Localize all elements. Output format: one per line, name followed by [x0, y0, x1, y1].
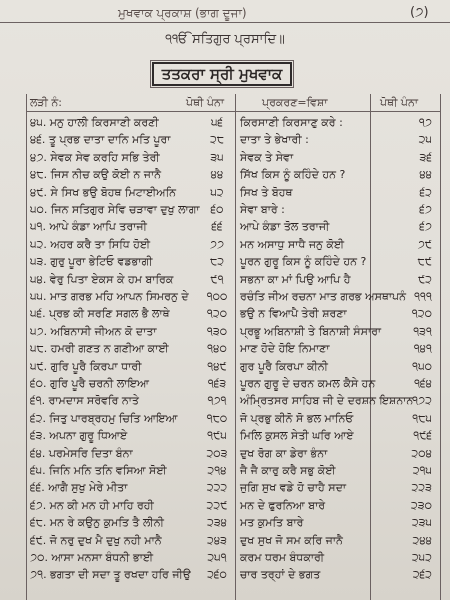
entry-topic: ਪੂਰਨ ਗੁਰੂ ਕਿਸ ਨੂੰ ਕਹਿੰਦੇ ਹਨ ?: [240, 255, 367, 269]
entry-page-right: ੯੨: [417, 272, 432, 286]
entry-topic: ਦੁਖ ਰੋਗ ਕਾ ਡੇਰਾ ਭੰਨਾ: [240, 446, 328, 460]
entry-page-right: ੭੯: [417, 237, 432, 251]
entry-page-right: ੧੮੫: [412, 411, 432, 425]
entry-page-left: ੧੮੦: [206, 411, 228, 425]
entry-topic: ਸਭਨਾ ਕਾ ਮਾਂ ਪਿਉ ਆਪਿ ਹੈ: [240, 272, 351, 286]
entry-page-right: ੨੬੨: [412, 568, 432, 582]
entry-page-right: ੧੯੬: [413, 429, 432, 443]
header-rule: [0, 22, 450, 23]
entry-title: ੫੪. ਵੇਰੁ ਪਿਤਾ ਏਕਸ ਕੇ ਹਮ ਬਾਰਿਕ: [30, 272, 174, 286]
entry-topic: ਸੇਵਕ ਤੇ ਸੇਵਾ: [240, 150, 294, 164]
entry-page-right: ੧੭: [418, 116, 432, 129]
entry-page-right: ੨੪੪: [412, 533, 432, 547]
entry-title: ੬੪. ਪਰਮੇਸਰਿ ਦਿਤਾ ਬੰਨਾ: [30, 446, 133, 460]
entry-page-left: ੧੪੦: [207, 342, 227, 356]
header-row-rule: [26, 111, 440, 112]
entry-title: ੪੬. ਤੂ ਪ੍ਰਭ ਦਾਤਾ ਦਾਨਿ ਮਤਿ ਪੂਰਾ: [30, 133, 171, 147]
entry-page-right: ੨੫: [418, 133, 432, 147]
entry-title: ੫੩. ਗੁਰੁ ਪੂਰਾ ਭੇਟਿਓ ਵਡਭਾਗੀ: [30, 255, 153, 269]
entry-page-left: ੨੪੩: [206, 533, 228, 547]
entry-page-right: ੮੯: [417, 255, 432, 269]
entry-title: ੬੧. ਰਾਮਦਾਸ ਸਰੋਵਰਿ ਨਾਤੇ: [30, 394, 139, 408]
entry-page-left: ੧੯੫: [207, 429, 227, 443]
entry-title: ੫੯. ਗੁਰਿ ਪੂਰੈ ਕਿਰਪਾ ਧਾਰੀ: [30, 359, 142, 373]
entry-page-right: ੨੫੨: [411, 551, 432, 564]
entry-topic: ਆਪੇ ਕੰਡਾ ਤੋਲ ਤਰਾਜੀ: [240, 220, 330, 234]
column-header-serial: ਲੜੀ ਨੰ:: [30, 96, 63, 109]
entry-topic: ਸਿਖ ਤੇ ਬੋਹਥ: [240, 185, 293, 199]
entry-page-left: ੭੭: [209, 237, 225, 251]
entry-page-left: ੩੫: [210, 150, 224, 164]
entry-page-right: ੨੦੪: [411, 446, 432, 460]
entry-topic: ਕਰਮ ਧਰਮ ਬੰਧਕਾਰੀ: [240, 551, 325, 564]
entry-page-left: ੪੪: [210, 168, 224, 182]
entry-page-right: ੧੪੧: [413, 342, 432, 356]
entry-topic: ਜੈ ਜੈ ਕਾਰੁ ਕਰੈ ਸਭੁ ਕੋਈ: [240, 464, 336, 477]
entry-page-left: ੨੦੩: [206, 446, 228, 460]
entry-topic: ਦਾਤਾ ਤੇ ਭੇਖਾਰੀ :: [240, 133, 309, 147]
entry-title: ੪੭. ਸੇਵਕ ਸੇਵ ਕਰਹਿ ਸਭਿ ਤੇਰੀ: [30, 150, 160, 164]
entry-topic: ਪੂਰਨ ਗੁਰੂ ਦੇ ਚਰਨ ਕਮਲ ਕੈਸੇ ਹਨ: [240, 377, 376, 390]
entry-title: ੬੭. ਮਨ ਕੀ ਮਨ ਹੀ ਮਾਹਿ ਰਹੀ: [30, 498, 154, 512]
entry-topic: ਅੰਮ੍ਰਿਤਸਰ ਸਾਹਿਬ ਜੀ ਦੇ ਦਰਸ਼ਨ ਇਸ਼ਨਾਨ: [240, 394, 414, 408]
entry-page-left: ੨੫੧: [207, 551, 227, 564]
table-row: [0, 568, 450, 588]
entry-page-right: ੨੧੫: [412, 464, 432, 477]
entry-page-right: ੨੩੦: [410, 498, 432, 512]
entry-topic: ਜੋ ਪ੍ਰਭੁ ਕੀਨੋ ਸੋ ਭਲ ਮਾਨਿਓ: [240, 411, 354, 425]
column-header-topic: ਪ੍ਰਕਰਣ=ਵਿਸ਼ਾ: [262, 96, 328, 109]
entry-title: ੬੮. ਮਨ ਰੇ ਕਉਨੁ ਕੁਮਤਿ ਤੈ ਲੀਨੀ: [30, 516, 164, 530]
entry-page-left: ੫੬: [210, 116, 224, 129]
entry-title: ੫੬. ਪ੍ਰਭ ਕੀ ਸਰਣਿ ਸਗਲ ਭੈ ਲਾਥੇ: [30, 307, 170, 321]
entry-topic: ਸਿੱਖ ਕਿਸ ਨੂੰ ਕਹਿੰਦੇ ਹਨ ?: [240, 168, 346, 182]
entry-title: ੬੫. ਜਿਨਿ ਮਨਿ ਤਨਿ ਵਸਿਆ ਸੋਈ: [30, 464, 167, 477]
entry-page-right: ੨੨੩: [411, 481, 432, 495]
entry-title: ੬੦. ਗੁਰਿ ਪੂਰੈ ਚਰਨੀ ਲਾਇਆ: [30, 377, 149, 390]
entry-topic: ਕਿਰਸਾਣੀ ਕਿਰਸਾਣੁ ਕਰੇ :: [240, 116, 343, 129]
entry-page-right: ੧੩੧: [413, 324, 432, 338]
column-header-page-right: ਪੋਥੀ ਪੰਨਾ: [380, 96, 418, 109]
entry-title: ੫੫. ਮਾਤ ਗਰਭ ਮਹਿ ਆਪਨ ਸਿਮਰਨੁ ਦੇ: [30, 290, 189, 303]
entry-topic: ਪ੍ਰਭੂ ਅਬਿਨਾਸ਼ੀ ਤੇ ਬਿਨਾਸ਼ੀ ਸੰਸਾਰਾ: [240, 324, 382, 338]
entry-page-left: ੮੨: [209, 255, 225, 269]
entry-page-right: ੨੩੫: [411, 516, 432, 530]
column-header-page-left: ਪੋਥੀ ਪੰਨਾ: [186, 96, 224, 109]
invocation: ੧ੴ ਸਤਿਗੁਰ ਪ੍ਰਸਾਦਿ॥: [165, 32, 285, 47]
entry-page-left: ੨੩੪: [206, 516, 228, 530]
entry-topic: ਮਿਲਿ ਕੁਸਲ ਸੇਤੀ ਘਰਿ ਆਏ: [240, 429, 354, 443]
entry-page-right: ੬੨: [419, 185, 432, 199]
section-title: ਤਤਕਰਾ ਸ੍ਰੀ ਮੁਖਵਾਕ: [152, 62, 292, 86]
entry-topic: ਸੇਵਾ ਬਾਰੇ :: [240, 203, 285, 216]
entry-title: ੬੨. ਜਿਤੁ ਪਾਰਬ੍ਰਹਮੁ ਚਿਤਿ ਆਇਆ: [30, 411, 178, 425]
entry-topic: ਚਾਰ ਤਰ੍ਹਾਂ ਦੇ ਭਗਤ: [240, 568, 321, 582]
entry-page-right: ੧੧੧: [414, 290, 432, 303]
entry-topic: ਭਉ ਨ ਵਿਆਪੈ ਤੇਰੀ ਸ਼ਰਣਾ: [240, 307, 347, 321]
entry-page-left: ੨੨੨: [206, 481, 228, 495]
entry-page-right: ੧੫੦: [412, 359, 432, 373]
entry-title: ੭੧. ਭਗਤਾ ਦੀ ਸਦਾ ਤੂ ਰਖਦਾ ਹਰਿ ਜੀਉ: [30, 568, 191, 582]
entry-page-right: ੧੭੨: [412, 394, 432, 408]
entry-page-left: ੧੨੦: [206, 307, 228, 321]
entry-page-left: ੯੧: [210, 272, 224, 286]
entry-page-left: ੨੬੦: [207, 568, 227, 582]
entry-page-right: ੬੭: [419, 203, 432, 216]
entry-topic: ਗੁਰ ਪੂਰੈ ਕਿਰਪਾ ਕੀਨੀ: [240, 359, 328, 373]
entry-page-left: ੧੩੦: [206, 324, 228, 338]
entry-title: ੫੨. ਅਹਰ ਕਰੈ ਤਾ ਸਿਧਿ ਹੋਈ: [30, 237, 151, 251]
entry-topic: ਮਨ ਦੇ ਫੁਰਨਿਆ ਬਾਰੇ: [240, 498, 326, 512]
entry-page-left: ੨੨੯: [206, 498, 228, 512]
entry-title: ੬੩. ਅਪਨਾ ਗੁਰੂ ਧਿਆਏ: [30, 429, 128, 443]
entry-title: ੬੯. ਜੋ ਨਰੁ ਦੁਖ ਮੈ ਦੁਖੁ ਨਹੀ ਮਾਨੈ: [30, 533, 162, 547]
entry-page-right: ੧੬੪: [414, 377, 432, 390]
entry-page-left: ੨੮: [209, 133, 225, 147]
entry-title: ੭੦. ਆਸਾ ਮਨਸਾ ਬੰਧਨੀ ਭਾਈ: [30, 551, 154, 564]
entry-page-left: ੧੦੦: [206, 290, 228, 303]
entry-title: ੫੧. ਆਪੇ ਕੰਡਾ ਆਪਿ ਤਰਾਜੀ: [30, 220, 147, 234]
entry-title: ੬੬. ਆਗੈ ਸੁਖੁ ਮੇਰੇ ਮੀਤਾ: [30, 481, 128, 495]
entry-topic: ਮਤ ਕੁਮਤਿ ਬਾਰੇ: [240, 516, 304, 530]
entry-page-left: ੨੧੪: [207, 464, 227, 477]
entry-topic: ਜੁਗਿ ਸੁਖ ਵਡੇ ਹੋ ਚਾਹੈ ਸਦਾ: [240, 481, 347, 495]
entry-title: ੫੦. ਜਿਨ ਸਤਿਗੁਰ ਸੇਵਿ ਚੜਾਵਾ ਦੁਖੁ ਲਾਗਾ: [30, 203, 200, 216]
book-title: ਮੁਖਵਾਕ ਪ੍ਰਕਾਸ਼ (ਭਾਗ ਦੂਜਾ): [118, 6, 247, 20]
entry-page-left: ੧੬੩: [207, 377, 227, 390]
entry-title: ੪੯. ਸੇ ਸਿਖ ਭਉ ਬੋਹਥ ਮਿਟਾਈਅਨਿ: [30, 185, 177, 199]
entry-topic: ਮਾਣ ਹੋਦੇ ਹੋਇ ਨਿਮਾਣਾ: [240, 342, 330, 356]
entry-page-left: ੧੪੯: [207, 359, 227, 373]
page-number: (੭): [410, 5, 429, 20]
entry-page-right: ੧੨੦: [411, 307, 432, 321]
entry-page-left: ੬੦: [210, 203, 224, 216]
entry-title: ੫੭. ਅਬਿਨਾਸੀ ਜੀਅਨ ਕੋ ਦਾਤਾ: [30, 324, 157, 338]
entry-page-left: ੧੭੧: [207, 394, 227, 408]
entry-page-left: ੫੨: [210, 185, 224, 199]
entry-page-right: ੩੬: [419, 150, 432, 164]
entry-topic: ਰਚੰਤਿ ਜੀਅ ਰਚਨਾ ਮਾਤ ਗਰਭ ਅਸਥਾਪਨੰ: [240, 290, 407, 303]
entry-title: ੪੮. ਜਿਸ ਨੀਚ ਕਉ ਕੋਈ ਨ ਜਾਨੈ: [30, 168, 161, 182]
entry-page-left: ੬੬: [211, 220, 223, 234]
entry-topic: ਮਨ ਅਸਾਧੁ ਸਾਧੈ ਜਨੁ ਕੋਈ: [240, 237, 345, 251]
entry-page-right: ੬੭: [419, 220, 432, 234]
entry-topic: ਦੁਖ ਸੁਖ ਜੋ ਸਮ ਕਰਿ ਜਾਨੈ: [240, 533, 343, 547]
entry-title: ੪੫. ਮਨੁ ਹਾਲੀ ਕਿਰਸਾਣੀ ਕਰਣੀ: [30, 116, 159, 129]
entry-page-right: ੪੪: [419, 168, 432, 182]
entry-title: ੫੮. ਹਮਰੀ ਗਣਤ ਨ ਗਣੀਆ ਕਾਈ: [30, 342, 169, 356]
